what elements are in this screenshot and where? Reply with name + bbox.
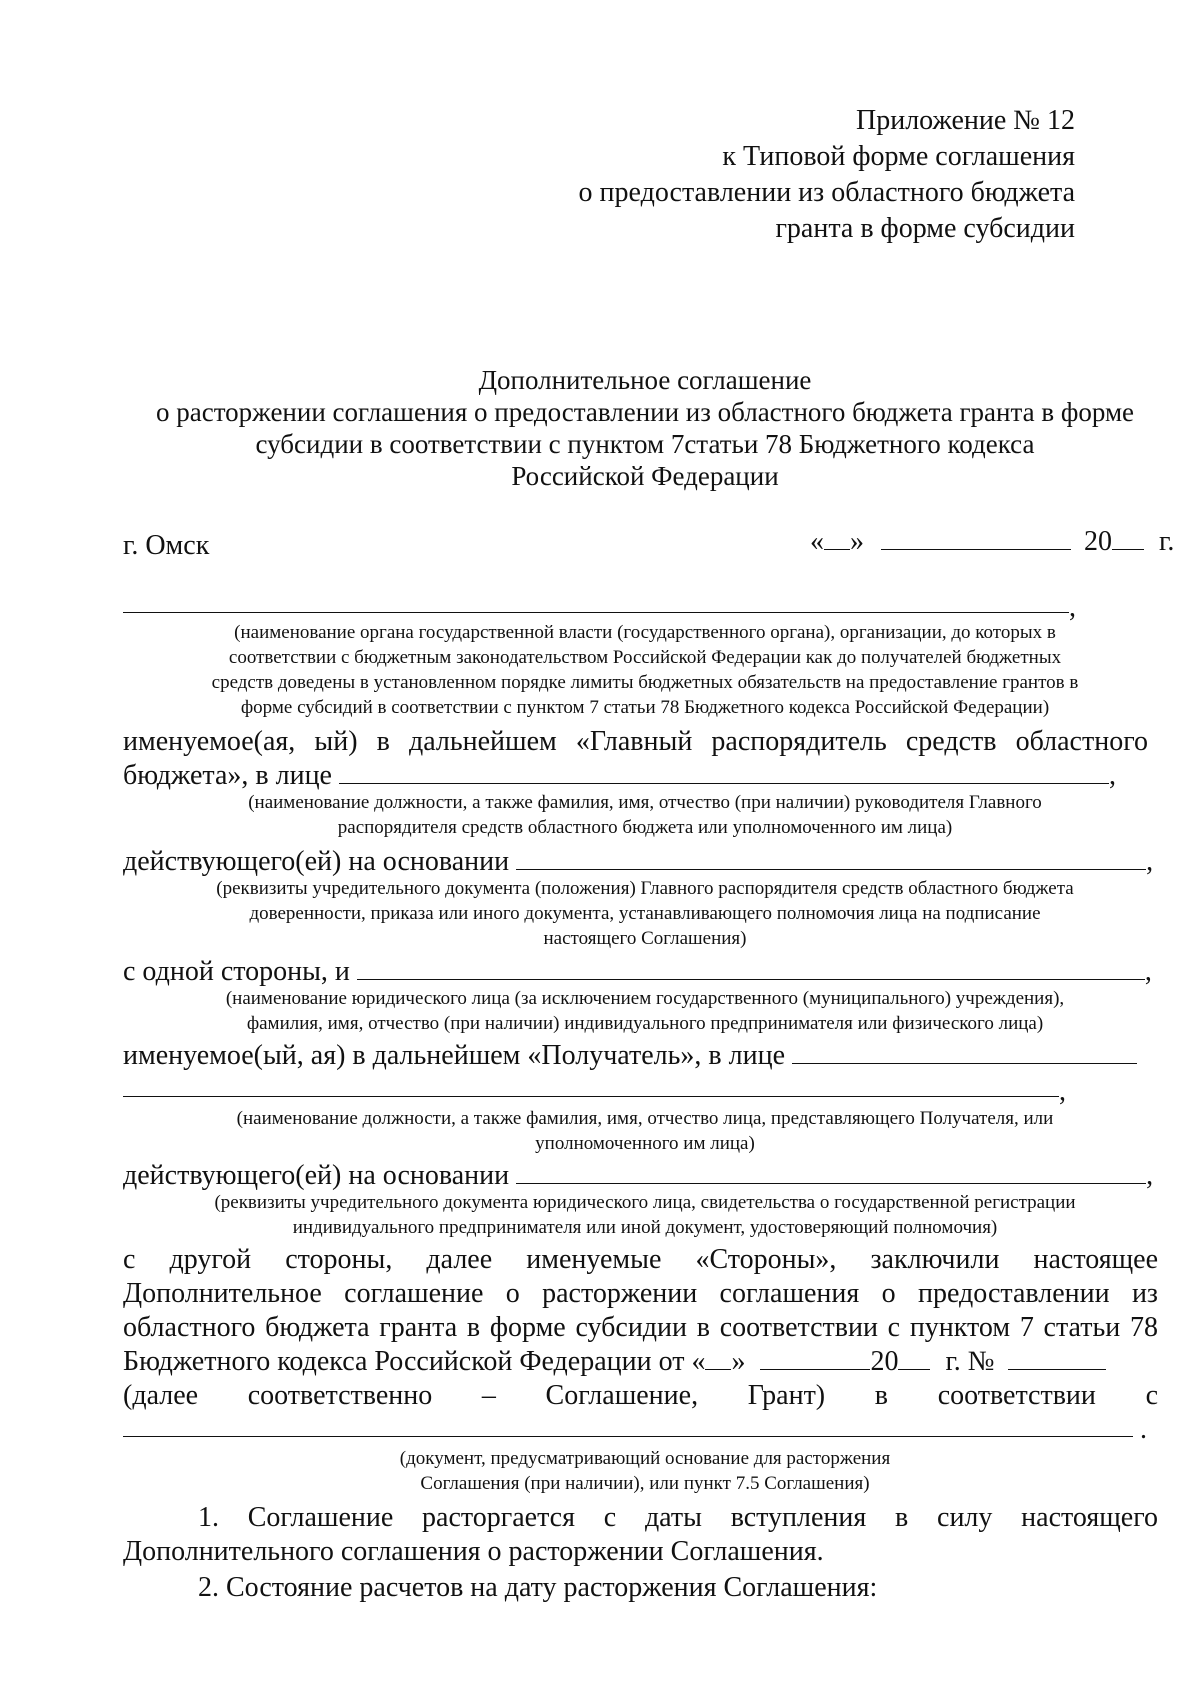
rep-blank-2 [123, 1096, 1059, 1097]
charter-blank [516, 847, 1146, 870]
date-line: « » 20 г. [810, 526, 1175, 557]
rep-blank [792, 1041, 1137, 1064]
comma: , [1069, 592, 1076, 623]
month-blank [881, 527, 1071, 550]
year-blank [898, 1347, 930, 1370]
authority-blank [123, 612, 1069, 613]
other-side-line: Бюджетного кодекса Российской Федерации от « » 20 г. № [123, 1346, 1106, 1378]
item-1-cont: Дополнительного соглашения о расторжении Соглашения. [123, 1536, 824, 1567]
title-line: Российской Федерации [511, 461, 779, 491]
basis-blank [123, 1436, 1133, 1437]
title-line: о расторжении соглашения о предоставлении из областного бюджета гранта в форме [155, 397, 1135, 427]
acting-line-2: действующего(ей) на основании , [123, 1160, 1154, 1191]
appendix-number: Приложение № 12 [856, 105, 1075, 136]
other-side-line: (далее соответственно – Соглашение, Грант) в соответствии с [123, 1380, 1158, 1411]
named-gr-line: именуемое(ая, ый) в дальнейшем «Главный распорядитель средств областного [123, 726, 1148, 757]
day-blank [705, 1347, 731, 1370]
head-blank [339, 761, 1109, 784]
appendix-line: гранта в форме субсидии [775, 213, 1075, 244]
document-page: Приложение № 12 к Типовой форме соглашения о предоставлении из областного бюджета гранта в форме субсидии Дополнительное соглашение о расторжении соглашения о предоставлении из областного бюджета гранта в форме субсидии в соответствии с пунктом 7статьи 78 Бюджетного кодекса Российской Федерации г. Омск « » 20 г. , (наименование органа государственной власти (государственного органа), организации, до которых в соответствии с бюджетным законодательством Российской Федерации как до получателей бюджетных средств доведены в установленном порядке лимиты бюджетных обязательств на предоставление грантов в форме субсидий в соответствии с пунктом 7 статьи 78 Бюджетного кодекса Российской Федерации) именуемое(ая, ый) в дальнейшем «Главный распорядитель средств областного бюджета», в лице , (наименование должности, а также фамилия, имя, отчество (при наличии) руководителя Главного распорядителя средств областного бюджета или уполномоченного им лица) действующего(ей) на основании , (реквизиты учредительного документа (положения) Главного распорядителя средств областного бюджета доверенности, приказа или иного документа, устанавливающего полномочия лица на подписание настоящего Соглашения) с одной стороны, и , (наименование юридического лица (за исключением государственного (муниципального) учреждения), фамилия, имя, отчество (при наличии) индивидуального предпринимателя или физического лица) именуемое(ый, ая) в дальнейшем «Получатель», в лице , (наименование должности, а также фамилия, имя, отчество лица, представляющего Получателя, или уполномоченного им лица) действующего(ей) на основании , (реквизиты учредительного документа юридического лица, свидетельства о государственной регистрации индивидуального предпринимателя или иной документ, удостоверяющий полномочия) с другой стороны, далее именуемые «Стороны», заключили настоящее Дополнительное соглашение о расторжении соглашения о предоставлении из областного бюджета гранта в форме субсидии в соответствии с пунктом 7 статьи 78 Бюджетного кодекса Российской Федерации от « » 20 г. № (далее соответственно – Соглашение, Грант) в соответствии с . (документ, предусматривающий основание для расторжения Соглашения (при наличии), или пункт 7.5 Соглашения) 1. Соглашение расторгается с даты вступления в силу настоящего Дополнительного соглашения о расторжении Соглашения. 2. Состояние расчетов на дату расторжения Соглашения: [0, 0, 1200, 1697]
day-blank [824, 527, 850, 550]
other-side-line: Дополнительное соглашение о расторжении соглашения о предоставлении из [123, 1278, 1158, 1309]
title-line: субсидии в соответствии с пунктом 7статьи 78 Бюджетного кодекса [255, 429, 1035, 459]
item-1: 1. Соглашение расторгается с даты вступления в силу настоящего [198, 1502, 1158, 1533]
item-2: 2. Состояние расчетов на дату расторжения Соглашения: [198, 1572, 878, 1603]
title-line: Дополнительное соглашение [478, 365, 812, 395]
appendix-line: к Типовой форме соглашения [722, 141, 1075, 172]
month-blank [760, 1347, 870, 1370]
period: . [1140, 1414, 1147, 1445]
named-gr-line-2: бюджета», в лице , [123, 760, 1116, 791]
year-blank [1112, 527, 1144, 550]
other-side-line: областного бюджета гранта в форме субсидии в соответствии с пунктом 7 статьи 78 [123, 1312, 1158, 1343]
appendix-line: о предоставлении из областного бюджета [578, 177, 1075, 208]
number-blank [1008, 1347, 1106, 1370]
place-label: г. Омск [123, 530, 210, 561]
named-rec-line: именуемое(ый, ая) в дальнейшем «Получатель», в лице [123, 1040, 1137, 1072]
acting-line: действующего(ей) на основании , [123, 846, 1154, 877]
comma: , [1059, 1076, 1066, 1107]
recipient-blank [357, 957, 1145, 980]
rep-charter-blank [516, 1161, 1146, 1184]
other-side-line: с другой стороны, далее именуемые «Стороны», заключили настоящее [123, 1244, 1158, 1275]
one-side-line: с одной стороны, и , [123, 956, 1152, 987]
